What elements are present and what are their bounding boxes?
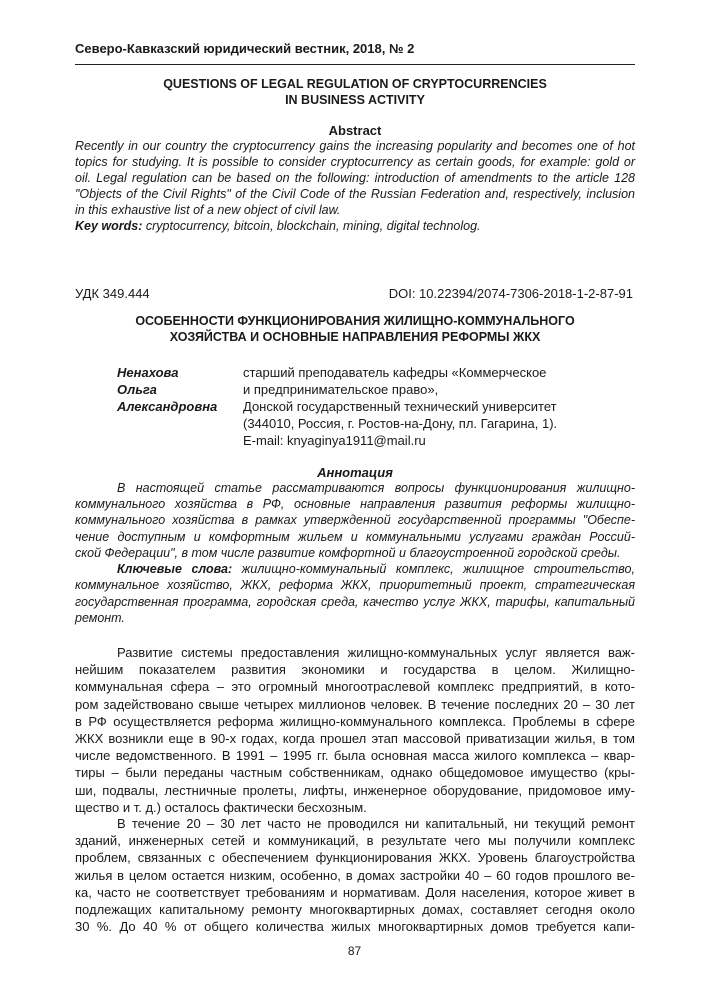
abstract-line: in this exhaustive list of a new object of civil law. xyxy=(75,203,341,218)
body-line: проблем, связанных с обеспечением функционирования ЖКХ. Уровень благоустройства xyxy=(75,850,635,866)
english-keywords-text: cryptocurrency, bitcoin, blockchain, mining, digital technolog. xyxy=(142,219,481,233)
author-name xyxy=(117,364,217,415)
author-affiliation xyxy=(243,364,557,449)
body-paragraph-2 xyxy=(75,815,635,935)
body-paragraph-1 xyxy=(75,644,635,816)
keywords-line: коммунальное хозяйство, ЖКХ, реформа ЖКХ, приоритетный проект, стратегическая xyxy=(75,578,635,593)
annotation-line: коммунального хозяйства в РФ, основные направления развития реформы жилищно- xyxy=(75,497,635,512)
affiliation-line: (344010, Россия, г. Ростов-на-Дону, пл. Гагарина, 1). xyxy=(243,416,558,431)
header-divider xyxy=(75,64,635,65)
annotation-heading: Аннотация xyxy=(317,465,393,480)
udk-code: УДК 349.444 xyxy=(75,286,150,301)
body-line: ши, подвалы, лестничные пролеты, лифты, инженерное оборудование, придомовое иму- xyxy=(75,782,635,798)
body-line: ЖКХ возникли еще в 90-х годах, когда прошел этап массовой приватизации жилья, в том xyxy=(75,731,635,747)
page-number: 87 xyxy=(347,944,362,958)
body-line: подлежащих капитальному ремонту многоквартирных домах, составляет сегодня около xyxy=(75,902,635,918)
body-line: нейшим показателем развития экономики и государства в целом. Жилищно- xyxy=(75,662,635,678)
author-email[interactable]: E-mail: knyaginya1911@mail.ru xyxy=(243,433,426,448)
author-name-line: Ненахова xyxy=(117,365,179,380)
body-line: числе ведомственного. В 1991 – 1995 гг. была основная масса жилого комплекса – квар- xyxy=(75,748,635,764)
russian-keywords-label: Ключевые слова: xyxy=(117,562,233,576)
annotation-line: коммунального хозяйства в рамках утвержденной государственной программы "Обеспе- xyxy=(75,513,635,528)
keywords-line: ремонт. xyxy=(75,610,125,625)
body-line: ка, часто не соответствует требованиям и нормативам. Доля населения, которое живет в xyxy=(75,884,635,900)
affiliation-line: Донской государственный технический университет xyxy=(243,399,557,414)
russian-keywords xyxy=(75,561,635,626)
russian-annotation xyxy=(75,480,635,561)
abstract-line: oil. Legal regulation can be based on the following: introduction of amendments to the article 128 xyxy=(75,171,635,186)
english-keywords-label: Key words: xyxy=(75,219,143,233)
english-title-line: IN BUSINESS ACTIVITY xyxy=(285,93,425,107)
doi[interactable]: DOI: 10.22394/2074-7306-2018-1-2-87-91 xyxy=(388,286,633,301)
author-name-line: Александровна xyxy=(117,399,218,414)
keywords-text: жилищно-коммунальный комплекс, жилищное строительство, xyxy=(232,562,635,576)
annotation-line: В настоящей статье рассматриваются вопросы функционирования жилищно- xyxy=(117,481,635,495)
english-title-line: QUESTIONS OF LEGAL REGULATION OF CRYPTOCURRENCIES xyxy=(163,77,547,91)
body-line: жилья в целом остается низким, особенно, в домах застройки 40 – 60 годов прошлого ве- xyxy=(75,867,635,883)
body-line: тиры – были переданы частным собственникам, однако общедомовое имущество (кры- xyxy=(75,765,635,781)
english-title xyxy=(75,76,635,108)
body-line: ром задействовано свыше четырех миллионов человек. В течение последних 20 – 30 лет xyxy=(75,696,635,712)
body-line: коммунальная сфера – это огромный многоотраслевой комплекс предприятий, в кото- xyxy=(75,679,635,695)
annotation-line: ской Федерации", в том числе развитие комфортной и благоустроенной городской среды. xyxy=(75,545,621,560)
abstract-heading: Abstract xyxy=(328,123,382,138)
english-keywords xyxy=(75,219,635,233)
english-abstract xyxy=(75,138,635,218)
russian-title-line: ХОЗЯЙСТВА И ОСНОВНЫЕ НАПРАВЛЕНИЯ РЕФОРМЫ ЖКХ xyxy=(169,330,541,344)
body-line: щество и т. д.) осталось фактически бесхозным. xyxy=(75,799,367,815)
abstract-line: "Objects of the Civil Rights" of the Civil Code of the Russian Federation and, respectively, inclusion xyxy=(75,187,635,202)
keywords-line: государственная программа, городская среда, качество услуг ЖКХ, тарифы, капитальный xyxy=(75,594,635,609)
abstract-line: topics for studying. It is possible to consider cryptocurrency as certain goods, for example: gold or xyxy=(75,155,635,170)
body-line: Развитие системы предоставления жилищно-коммунальных услуг является важ- xyxy=(117,645,635,660)
annotation-line: чение доступным и комфортным жильем и коммунальными услугами граждан Россий- xyxy=(75,529,635,544)
russian-title xyxy=(75,313,635,345)
affiliation-line: старший преподаватель кафедры «Коммерческое xyxy=(243,365,547,380)
journal-header: Северо-Кавказский юридический вестник, 2018, № 2 xyxy=(75,41,415,56)
author-name-line: Ольга xyxy=(117,382,157,397)
body-line: В течение 20 – 30 лет часто не проводился ни капитальный, ни текущий ремонт xyxy=(117,816,635,831)
russian-title-line: ОСОБЕННОСТИ ФУНКЦИОНИРОВАНИЯ ЖИЛИЩНО-КОММУНАЛЬНОГО xyxy=(135,314,575,328)
body-line: в РФ осуществляется реформа жилищно-коммунального комплекса. Проблемы в сфере xyxy=(75,713,635,729)
abstract-line: Recently in our country the cryptocurrency gains the increasing popularity and becomes one of hot xyxy=(75,139,635,153)
body-line: зданий, инженерных сетей и коммуникаций, в результате чего мы получили комплекс xyxy=(75,833,635,849)
affiliation-line: и предпринимательское право», xyxy=(243,382,439,397)
keywords-line xyxy=(75,561,635,577)
body-line: 30 %. До 40 % от общего количества жилых многоквартирных домов требуется капи- xyxy=(75,919,635,935)
